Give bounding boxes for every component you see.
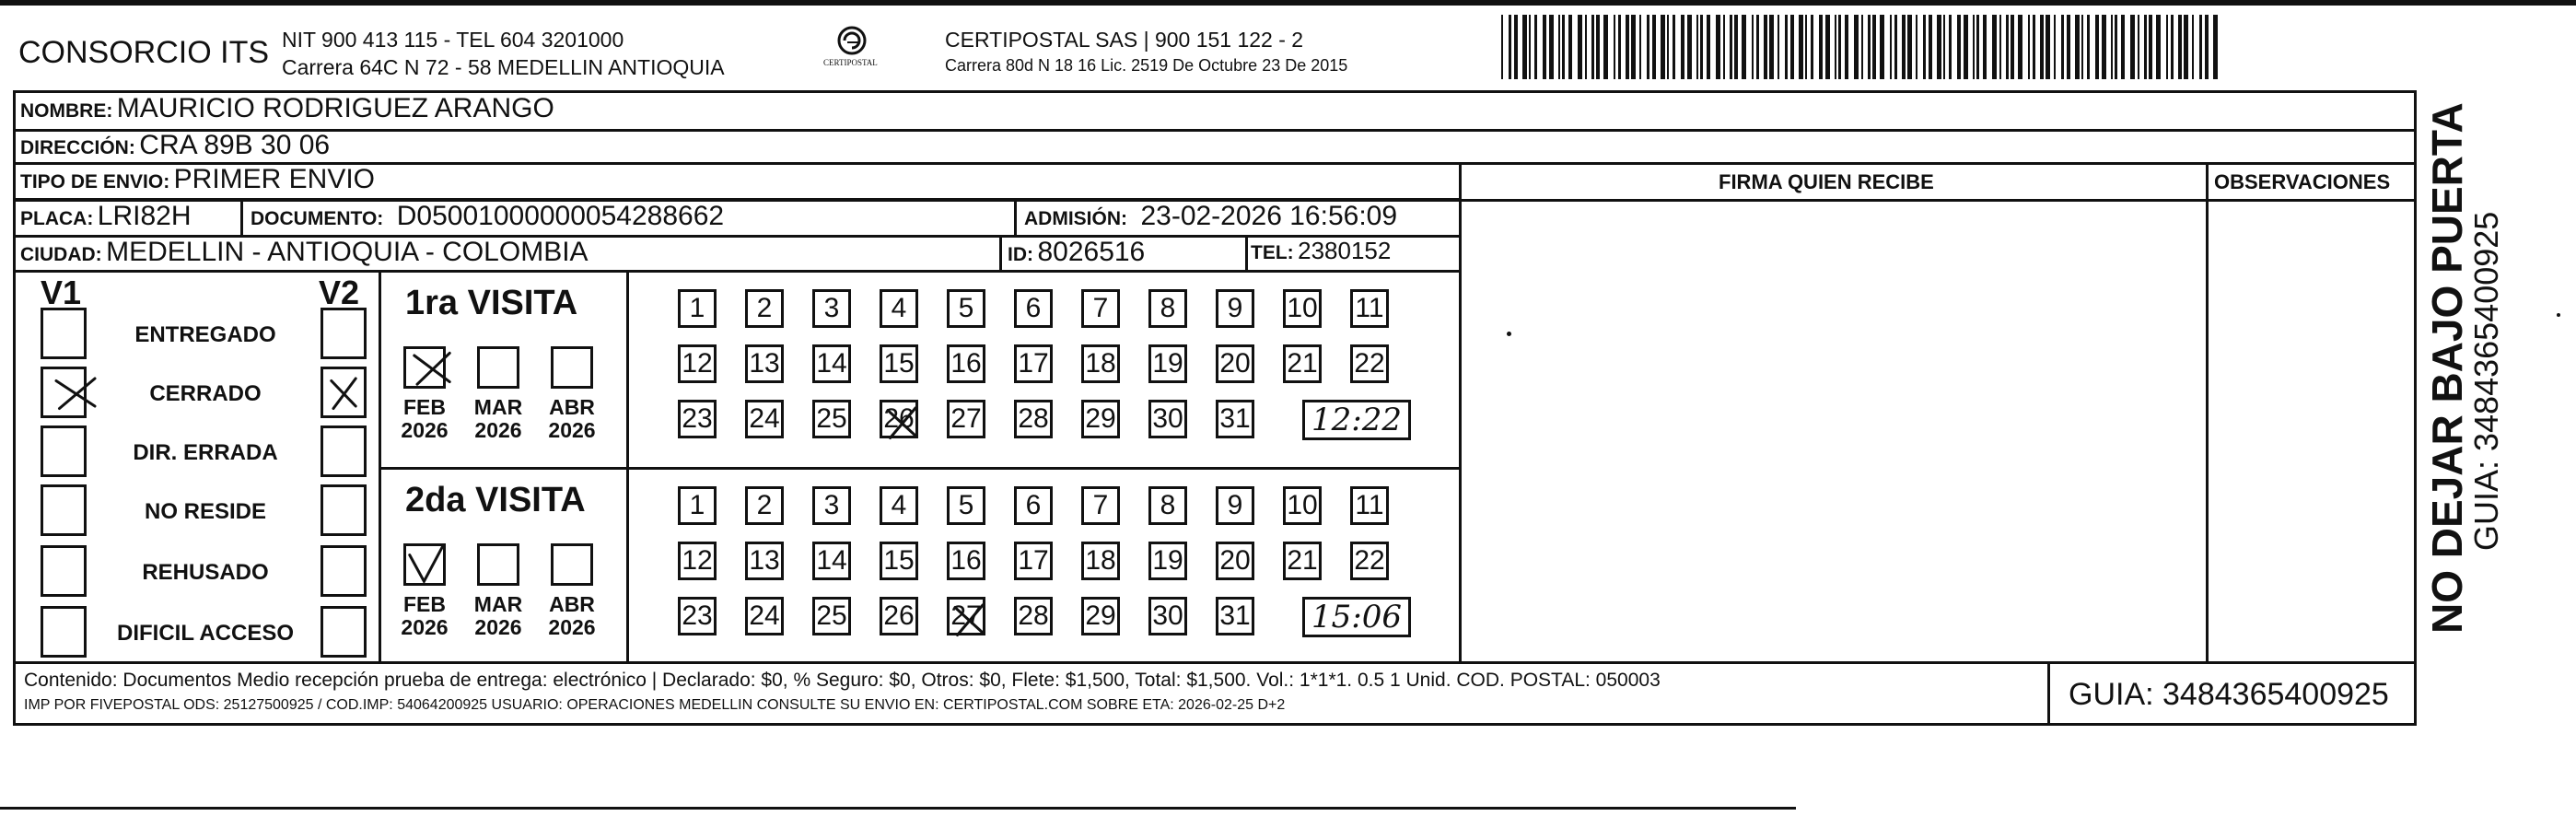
v2-checkbox-2[interactable] [321,425,367,477]
day-number: 20 [1219,545,1251,576]
day-number: 15 [883,545,915,576]
tel-row [1251,239,1391,262]
col-line [2206,162,2209,661]
day-number: 7 [1092,490,1109,520]
day-cell[interactable] [1081,344,1120,383]
carrier-address: Carrera 80d N 18 16 Lic. 2519 De Octubre 23 De 2015 [945,56,1348,75]
day-cell[interactable] [678,486,717,525]
v1-checkbox-5[interactable] [41,606,87,658]
day-cell[interactable] [812,344,851,383]
month-label [466,593,530,640]
observations-header: OBSERVACIONES [2214,170,2391,193]
day-cell[interactable] [1014,344,1053,383]
day-number: 14 [816,348,847,379]
day-cell[interactable] [1014,486,1053,525]
document-label: DOCUMENTO: [251,208,384,229]
day-cell[interactable] [1216,597,1254,635]
day-number: 27 [950,600,982,631]
day-number: 21 [1287,348,1318,379]
day-number: 11 [1355,490,1384,520]
day-number: 18 [1085,545,1116,576]
visit-col-divider [626,271,629,661]
document-number: D05001000000054288662 [396,201,725,231]
month-year: 2026 [401,615,449,640]
day-number: 14 [816,545,847,576]
day-cell[interactable] [1148,542,1187,580]
col-line [999,236,1002,271]
day-number: 6 [1025,490,1042,520]
day-cell[interactable] [1148,289,1187,328]
day-number: 11 [1355,293,1384,323]
visit-time: 12:22 [1311,402,1402,438]
logo-text: CERTIPOSTAL [823,58,878,67]
time-field[interactable] [1302,400,1411,440]
month-label [540,593,604,640]
day-number: 16 [950,348,982,379]
status-label: DIFICIL ACCESO [116,621,294,646]
no-dejar-bajo-puerta: NO DEJAR BAJO PUERTA [2423,102,2471,634]
day-cell[interactable] [1148,400,1187,438]
pen-dot [1507,332,1511,336]
day-number: 4 [891,490,907,520]
day-number: 17 [1018,545,1049,576]
day-cell[interactable] [678,597,717,635]
day-cell[interactable] [947,344,985,383]
day-cell[interactable] [1014,289,1053,328]
day-number: 29 [1085,600,1116,631]
plate-row [20,203,192,230]
city: MEDELLIN - ANTIOQUIA - COLOMBIA [106,237,589,267]
day-cell[interactable] [812,597,851,635]
v2-checkbox-5[interactable] [321,606,367,658]
day-cell[interactable] [678,289,717,328]
day-cell[interactable] [678,344,717,383]
day-number: 20 [1219,348,1251,379]
id-row [1008,239,1145,266]
v1-checkbox-3[interactable] [41,484,87,536]
day-cell[interactable] [1283,289,1322,328]
status-label: ENTREGADO [134,322,276,347]
day-cell[interactable] [745,289,784,328]
day-cell[interactable] [947,486,985,525]
address-label: DIRECCIÓN: [20,137,135,158]
day-cell[interactable] [1216,289,1254,328]
ship-type-label: TIPO DE ENVIO: [20,171,170,192]
day-cell[interactable] [745,597,784,635]
day-number: 29 [1085,403,1116,434]
time-field[interactable] [1302,597,1411,637]
scan-dot [2557,313,2560,317]
side-text [2422,81,2520,634]
v2-checkbox-1[interactable] [321,367,367,418]
day-cell[interactable] [947,542,985,580]
day-cell[interactable] [1014,597,1053,635]
day-cell[interactable] [1283,542,1322,580]
day-number: 19 [1152,348,1183,379]
day-number: 12 [682,545,713,576]
day-cell[interactable] [1081,542,1120,580]
day-cell[interactable] [1014,400,1053,438]
day-cell[interactable] [947,597,985,635]
day-number: 6 [1025,293,1042,323]
day-number: 25 [816,403,847,434]
day-cell[interactable] [880,289,918,328]
day-number: 30 [1152,600,1183,631]
day-number: 30 [1152,403,1183,434]
month-label [540,396,604,443]
day-cell[interactable] [1350,289,1389,328]
month-checkbox[interactable] [403,543,446,586]
ship-type: PRIMER ENVIO [173,164,376,194]
name-label: NOMBRE: [20,100,113,122]
row-line [13,661,2417,664]
day-cell[interactable] [745,400,784,438]
barcode [1501,15,2220,79]
day-cell[interactable] [1081,597,1120,635]
day-number: 3 [823,490,840,520]
visit-divider [379,467,1459,470]
day-cell[interactable] [1283,344,1322,383]
month-year: 2026 [474,418,522,443]
name-row [20,95,554,122]
day-cell[interactable] [880,344,918,383]
month-label [466,396,530,443]
day-cell[interactable] [1216,542,1254,580]
company-address: Carrera 64C N 72 - 58 MEDELLIN ANTIOQUIA [282,55,725,79]
day-cell[interactable] [880,486,918,525]
day-number: 5 [958,490,974,520]
day-number: 5 [958,293,974,323]
bottom-edge-line [0,807,1796,810]
month-checkbox[interactable] [477,543,519,586]
day-number: 26 [883,600,915,631]
day-cell[interactable] [1216,486,1254,525]
footer-guia: GUIA: 3484365400925 [2069,677,2389,712]
day-cell[interactable] [1283,486,1322,525]
company-name: CONSORCIO ITS [18,35,270,70]
day-cell[interactable] [1350,486,1389,525]
day-cell[interactable] [880,400,918,438]
day-number: 22 [1354,348,1385,379]
day-number: 19 [1152,545,1183,576]
day-cell[interactable] [812,400,851,438]
month-label [392,396,457,443]
day-number: 2 [756,490,773,520]
top-edge [0,0,2576,6]
day-cell[interactable] [947,289,985,328]
day-number: 12 [682,348,713,379]
x-mark-icon [402,344,461,396]
day-cell[interactable] [880,542,918,580]
admission-label: ADMISIÓN: [1024,208,1127,229]
month-name: FEB [403,592,446,616]
recipient-address: CRA 89B 30 06 [139,130,331,160]
ship-type-row [20,166,375,193]
col-line [1459,162,1462,661]
day-number: 23 [682,600,713,631]
day-number: 1 [689,490,705,520]
col-line [240,199,243,236]
day-number: 24 [749,600,780,631]
content-line: Contenido: Documentos Medio recepción prueba de entrega: electrónico | Declarado: $0, % Seguro: $0, Otros: $0, Flete: $1,500, Total: $1,500. Vol.: 1*1*1. 0.5 1 Unid. COD. POSTAL: 050003 [24,670,1661,691]
day-cell[interactable] [947,400,985,438]
v1-header: V1 [41,274,82,311]
id-value: 8026516 [1037,237,1146,267]
id-label: ID: [1008,244,1033,265]
admission-row [1024,203,1397,230]
day-number: 4 [891,293,907,323]
day-number: 3 [823,293,840,323]
month-year: 2026 [474,615,522,640]
v1-checkbox-0[interactable] [41,308,87,359]
document-row [251,203,724,230]
day-cell[interactable] [1350,344,1389,383]
day-cell[interactable] [1350,542,1389,580]
day-number: 31 [1219,403,1251,434]
col-line [2047,661,2050,726]
day-number: 1 [689,293,705,323]
day-cell[interactable] [1148,486,1187,525]
day-number: 10 [1287,490,1318,520]
tel-label: TEL: [1251,242,1294,263]
col-line [1245,236,1248,271]
day-number: 25 [816,600,847,631]
x-mark-icon [879,399,925,452]
day-number: 9 [1227,490,1243,520]
day-number: 23 [682,403,713,434]
row-line [13,129,2417,132]
day-cell[interactable] [1081,486,1120,525]
day-cell[interactable] [1148,344,1187,383]
day-number: 18 [1085,348,1116,379]
day-cell[interactable] [1148,597,1187,635]
month-name: ABR [549,395,595,419]
day-number: 7 [1092,293,1109,323]
day-number: 21 [1287,545,1318,576]
day-cell[interactable] [812,289,851,328]
day-number: 17 [1018,348,1049,379]
status-divider [379,271,381,661]
imp-line: IMP POR FIVEPOSTAL ODS: 25127500925 / COD.IMP: 54064200925 USUARIO: OPERACIONES MEDELLIN CONSULTE SU ENVIO EN: CERTIPOSTAL.COM SOBRE ETA: 2026-02-25 D+2 [24,697,1286,713]
day-number: 26 [883,403,915,434]
certipostal-logo [810,24,893,74]
city-row [20,239,589,266]
day-number: 15 [883,348,915,379]
day-number: 22 [1354,545,1385,576]
v1-checkbox-2[interactable] [41,425,87,477]
month-checkbox[interactable] [403,346,446,389]
col-line [1014,199,1017,236]
status-label: CERRADO [149,381,262,406]
v2-checkbox-0[interactable] [321,308,367,359]
month-year: 2026 [401,418,449,443]
month-checkbox[interactable] [551,543,593,586]
visit-title: 1ra VISITA [405,284,578,322]
day-number: 13 [749,348,780,379]
day-cell[interactable] [1216,400,1254,438]
status-label: DIR. ERRADA [133,440,278,465]
day-number: 28 [1018,600,1049,631]
month-name: FEB [403,395,446,419]
day-number: 31 [1219,600,1251,631]
day-cell[interactable] [880,597,918,635]
day-cell[interactable] [1216,344,1254,383]
v2-checkbox-4[interactable] [321,545,367,597]
day-number: 28 [1018,403,1049,434]
day-number: 27 [950,403,982,434]
v1-checkbox-1[interactable] [41,367,87,418]
day-number: 13 [749,545,780,576]
v1-checkbox-4[interactable] [41,545,87,597]
month-year: 2026 [548,418,596,443]
day-cell[interactable] [678,400,717,438]
admission-date: 23-02-2026 16:56:09 [1140,201,1398,231]
check-mark-icon [402,541,450,593]
day-cell[interactable] [745,344,784,383]
day-number: 8 [1160,490,1176,520]
row-line [13,270,1459,273]
city-label: CIUDAD: [20,244,102,265]
day-cell[interactable] [812,486,851,525]
status-label: NO RESIDE [144,499,267,524]
day-number: 9 [1227,293,1243,323]
v2-header: V2 [319,274,360,311]
day-cell[interactable] [812,542,851,580]
visit-title: 2da VISITA [405,481,586,519]
address-row [20,132,330,159]
day-cell[interactable] [745,542,784,580]
month-checkbox[interactable] [551,346,593,389]
day-number: 2 [756,293,773,323]
day-cell[interactable] [745,486,784,525]
recipient-name: MAURICIO RODRIGUEZ ARANGO [116,93,554,123]
v2-checkbox-3[interactable] [321,484,367,536]
month-name: MAR [473,395,523,419]
x-mark-icon [323,369,364,420]
side-guia: GUIA: 3484365400925 [2467,211,2505,551]
month-year: 2026 [548,615,596,640]
day-cell[interactable] [678,542,717,580]
signature-header: FIRMA QUIEN RECIBE [1719,170,1934,193]
month-label [392,593,457,640]
day-number: 16 [950,545,982,576]
day-cell[interactable] [1014,542,1053,580]
x-mark-icon [946,596,992,649]
status-label: REHUSADO [142,560,269,585]
day-cell[interactable] [1081,289,1120,328]
company-nit: NIT 900 413 115 - TEL 604 3201000 [282,28,624,52]
month-checkbox[interactable] [477,346,519,389]
day-number: 8 [1160,293,1176,323]
tel-value: 2380152 [1298,237,1392,264]
carrier-name: CERTIPOSTAL SAS | 900 151 122 - 2 [945,28,1304,52]
month-name: MAR [473,592,523,616]
plate: LRI82H [97,201,192,231]
day-cell[interactable] [1081,400,1120,438]
day-number: 24 [749,403,780,434]
visit-time: 15:06 [1311,599,1402,635]
month-name: ABR [549,592,595,616]
plate-label: PLACA: [20,208,94,229]
day-number: 10 [1287,293,1318,323]
